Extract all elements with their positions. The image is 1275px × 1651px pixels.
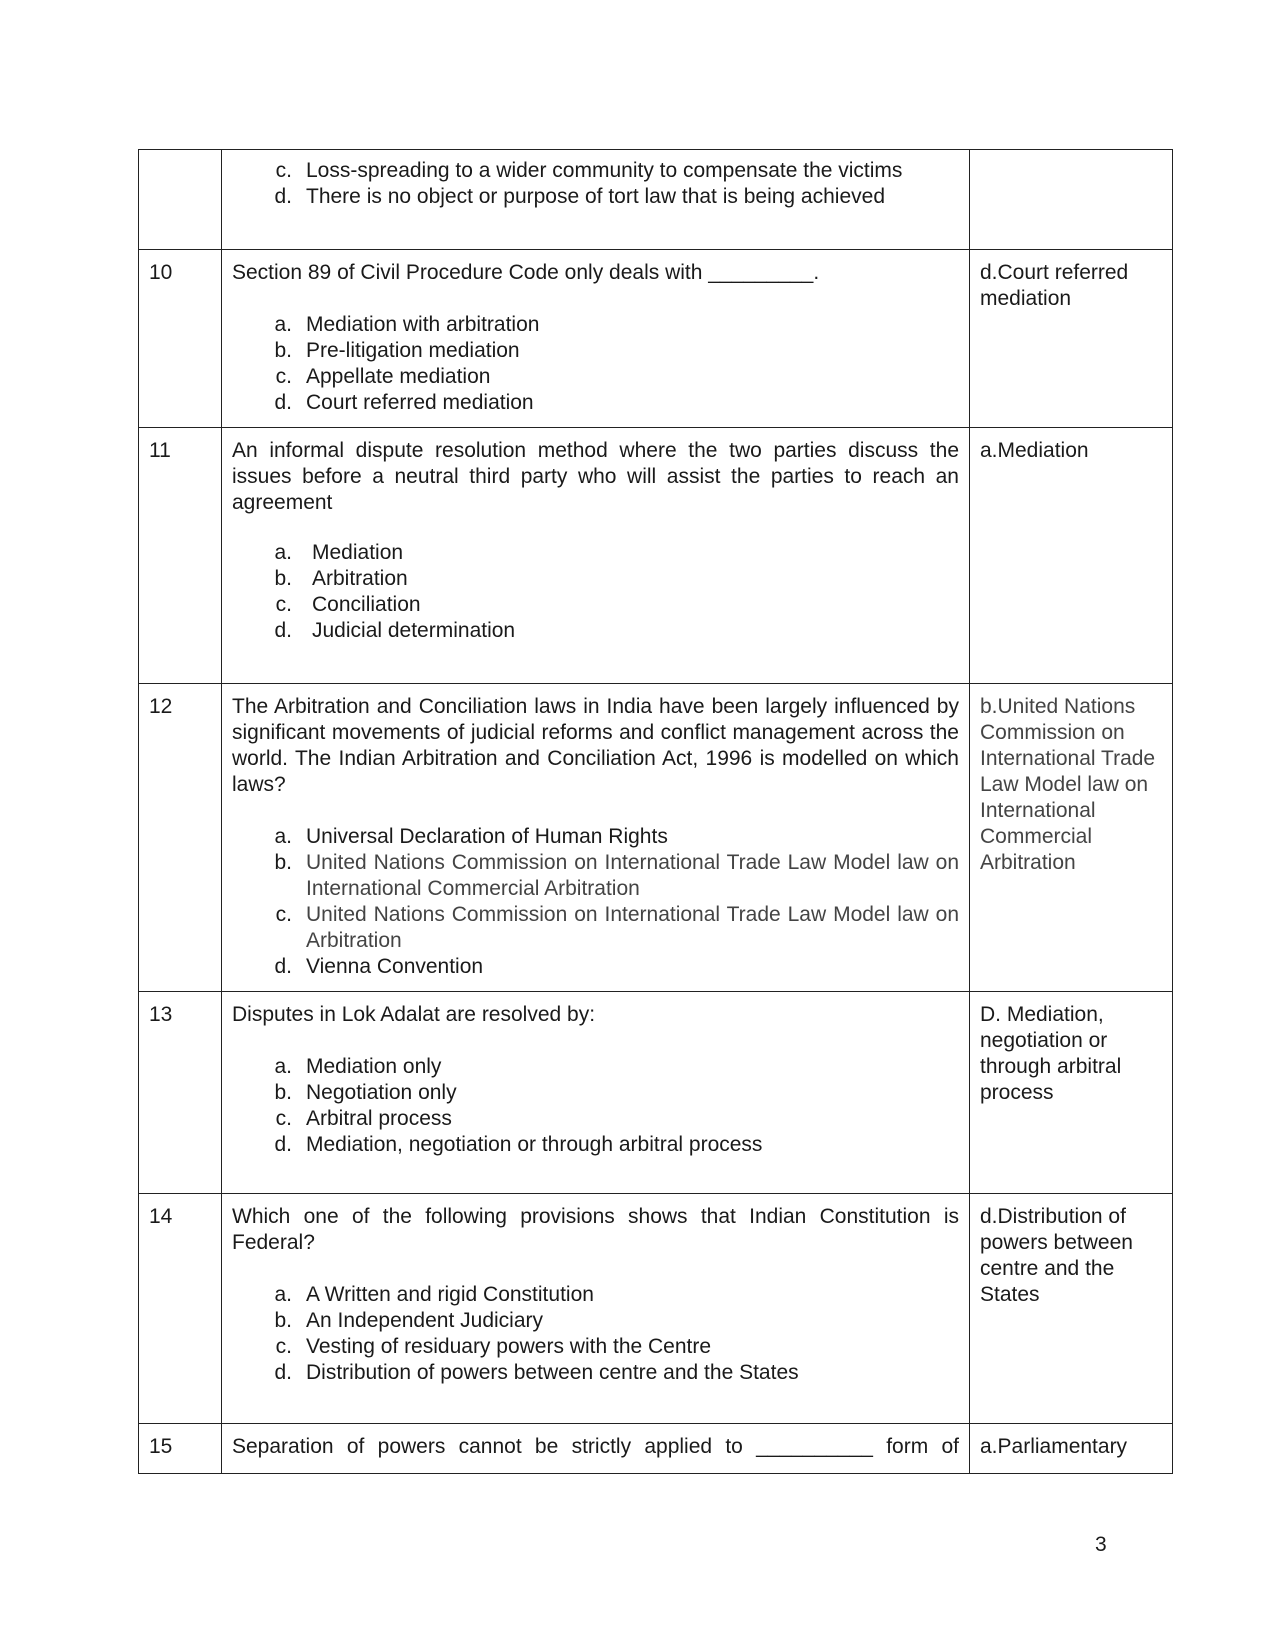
table-row — [139, 1424, 1173, 1474]
table-row — [139, 428, 1173, 684]
option-item: d. Vienna Convention — [274, 955, 484, 978]
answer-cell: a.Parliamentary — [970, 1424, 1173, 1474]
option-item: a. A Written and rigid Constitution — [274, 1283, 594, 1306]
answer-cell: D. Mediation, negotiation or through arbitral process — [970, 992, 1173, 1194]
table-row — [139, 684, 1173, 992]
option-item: b. Arbitration — [274, 567, 408, 590]
option-item: d. There is no object or purpose of tort law that is being achieved — [274, 185, 885, 208]
question-number: 13 — [139, 992, 222, 1194]
answer-cell: d.Court referred mediation — [970, 250, 1173, 428]
option-item: c. Conciliation — [275, 593, 421, 616]
answer-cell: b.United Nations Commission on International Trade Law Model law on International Commercial Arbitration — [970, 684, 1173, 992]
option-list — [232, 158, 959, 210]
question-number: 15 — [139, 1424, 222, 1474]
option-item: b. Negotiation only — [274, 1081, 457, 1104]
question-cell — [222, 1194, 970, 1424]
option-item: c. United Nations Commission on International Trade Law Model law on Arbitration — [275, 903, 959, 952]
question-number: 12 — [139, 684, 222, 992]
question-number: 10 — [139, 250, 222, 428]
option-item: a. Mediation with arbitration — [274, 313, 540, 336]
option-item: d. Court referred mediation — [274, 391, 534, 414]
option-item: c. Vesting of residuary powers with the Centre — [275, 1335, 712, 1358]
answer-cell: d.Distribution of powers between centre and the States — [970, 1194, 1173, 1424]
option-list — [232, 1282, 959, 1386]
option-item: a. Universal Declaration of Human Rights — [274, 825, 668, 848]
option-item: c. Appellate mediation — [275, 365, 491, 388]
answer-cell — [970, 150, 1173, 250]
option-list — [232, 1054, 959, 1158]
table-row — [139, 150, 1173, 250]
question-number: 11 — [139, 428, 222, 684]
option-item: d. Judicial determination — [274, 619, 516, 642]
question-number — [139, 150, 222, 250]
question-text: Disputes in Lok Adalat are resolved by: — [232, 1003, 596, 1026]
option-item: c. Arbitral process — [275, 1107, 452, 1130]
question-text: Section 89 of Civil Procedure Code only deals with _________. — [232, 261, 820, 284]
table-row — [139, 1194, 1173, 1424]
option-item: b. An Independent Judiciary — [274, 1309, 543, 1332]
option-item: c. Loss-spreading to a wider community to compensate the victims — [275, 159, 903, 182]
option-item: d. Distribution of powers between centre and the States — [274, 1361, 799, 1384]
question-text: The Arbitration and Conciliation laws in India have been largely influenced by significant movements of judicial reforms and conflict management across the world. The Indian Arbitration and Conciliation Act, 1996 is modelled on which laws? — [232, 695, 959, 796]
question-cell — [222, 1424, 970, 1474]
question-cell — [222, 250, 970, 428]
page-number: 3 — [1095, 1533, 1107, 1556]
option-list — [232, 824, 959, 980]
question-text: Separation of powers cannot be strictly applied to __________ form of — [232, 1435, 959, 1458]
question-cell — [222, 428, 970, 684]
question-cell — [222, 684, 970, 992]
option-list — [232, 540, 959, 644]
table-row — [139, 992, 1173, 1194]
option-item: b. Pre-litigation mediation — [274, 339, 520, 362]
option-item: b. United Nations Commission on International Trade Law Model law on International Commercial Arbitration — [274, 851, 959, 900]
question-table — [138, 149, 1173, 1474]
option-item: a. Mediation only — [274, 1055, 442, 1078]
option-item: a. Mediation — [274, 541, 404, 564]
question-text: An informal dispute resolution method where the two parties discuss the issues before a neutral third party who will assist the parties to reach an agreement — [232, 439, 959, 514]
question-text: Which one of the following provisions shows that Indian Constitution is Federal? — [232, 1205, 959, 1254]
question-number: 14 — [139, 1194, 222, 1424]
option-item: d. Mediation, negotiation or through arbitral process — [274, 1133, 763, 1156]
question-cell — [222, 150, 970, 250]
answer-cell: a.Mediation — [970, 428, 1173, 684]
table-row — [139, 250, 1173, 428]
question-cell — [222, 992, 970, 1194]
option-list — [232, 312, 959, 416]
